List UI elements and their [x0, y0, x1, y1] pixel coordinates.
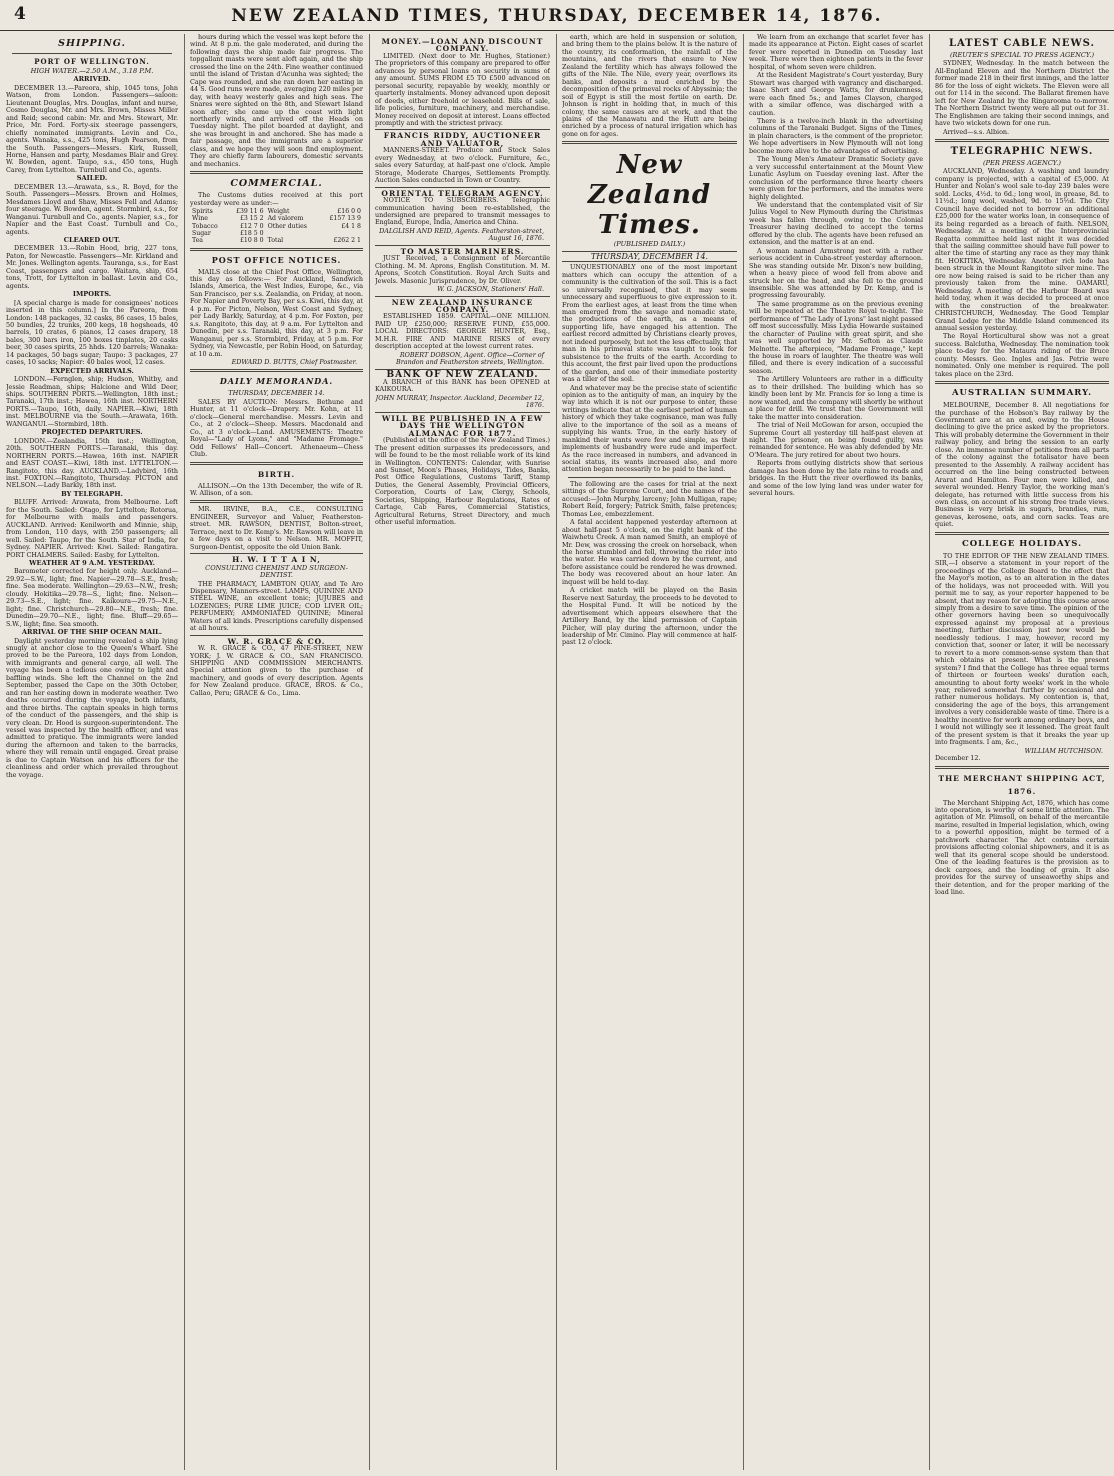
table-cell: Sugar: [192, 229, 211, 237]
signature: WILLIAM HUTCHISON.: [1024, 746, 1103, 755]
mail-text: Daylight yesterday morning revealed a ship lying snugly at anchor close to the Queen's Wharf. She proved to be the Pareora, 102 days from London, with immigrants and general cargo, all well. The voyage has been a tedious one owing to light and baffling winds. She left the Channel on the 2nd September, passed the Cape on the 30th October, and ran her easting down in moderate weather. Two deaths occurred during the voyage, both infants, and three births. The captain speaks in high terms of the conduct of the passengers, and the ship is very clean. Dr. Hood is surgeon-superintendent. The vessel was inspected by the health officer, and was admitted to pratique. The immigrants were landed during the afternoon and taken to the barracks, where they will remain until engaged. Great praise is due to Captain Watson and his officers for the cleanliness and order which prevailed throughout the voyage.: [6, 636, 178, 779]
table-cell: Wine: [192, 215, 208, 223]
article-continuation: hours during which the vessel was kept before the wind. At 8 p.m. the gale moderated, and during the following days the ship made fair progress. The topgallant masts were sent aloft again, and the ship crossed the line on the 24th. Fine weather continued until the island of Tristan d'Acunha was sighted; the Cape was rounded, and she ran down her easting in 44 S. Good runs were made, averaging 220 miles per day, with heavy westerly gales and high seas. The Snares were sighted on the 8th, and Stewart Island soon after; she came up the coast with light northerly winds, and arrived off the Heads on Tuesday night. The pilot boarded at daylight, and she was brought in and anchored. She has made a fair passage, and the immigrants are a superior class, and we hope they will soon find employment. They are chiefly farm labourers, domestic servants and mechanics.: [190, 34, 363, 168]
section-heading: COMMERCIAL.: [230, 178, 323, 190]
projected-text: LONDON.—Zealandia, 15th inst.; Wellington, 20th. SOUTHERN PORTS.—Taranaki, this day. NORTHERN PORTS.—Hawea, 16th inst. NAPIER and EAST COAST.—Kiwi, 18th inst. LYTTELTON.—Rangitoto, this day. AUCKLAND.—Ladybird, 16th inst. FOXTON.—Rangitoto, Thursday. PICTON and NELSON.—Lady Barkly, 18th inst.: [6, 436, 178, 490]
news-paragraph: We learn from an exchange that scarlet fever has made its appearance at Picton. Eight cases of scarlet fever were reported in Dunedin on Tuesday last week. There were then eighteen patients in the fever hospital, of whom seven were children.: [749, 34, 923, 71]
news-paragraph: Reports from outlying districts show that serious damage has been done by the late rains to roads and bridges. In the Hutt the river overflowed its banks, and some of the low lying land was under water for several hours.: [749, 459, 923, 498]
column-rule: [929, 34, 930, 1470]
table-cell: Weight: [267, 208, 290, 216]
leader-paragraph: And whatever may be the precise state of scientific opinion as to the antiquity of man, an inquiry by the way into which it is not our purpose to enter, these writings indicate that at the earliest period of human history of which they take cognisance, man was fully alive to the importance of the soil as a means of supplying his wants. True, in the early history of mankind their wants were few and simple, as their implements of husbandry were rude and imperfect. As the race increased in numbers, and advanced in social status, its wants increased also, and more attention began necessarily to be paid to the land.: [562, 383, 737, 474]
advert-text: JUST Received, a Consignment of Mercantile Clothing. M. M. Aprons, English Constitution. M. M. Aprons, Scotch Constitution. Royal Arch Suits and Jewels. Masonic Jurisprudence, by Dr. Oliver.: [375, 254, 550, 285]
news-paragraph: The following are the cases for trial at the next sittings of the Supreme Court, and the names of the accused:—John Murphy, larceny; John Mulligan, rape; Robert Reid, forgery; Patrick Smith, false pretences; Thomas Lee, embezzlement.: [562, 479, 737, 518]
leader-paragraph: UNQUESTIONABLY one of the most important matters which can occupy the attention of a community is the cultivation of the soil. This is a fact so universally recognised, that it may seem unnecessary and superfluous to give expression to it. From the earliest ages, at least from the time when man emerged from the savage and nomadic state, the productions of the earth, as a means of supporting life, have engaged his attention. The earliest record admitted by Christians clearly proves, not indeed purposely, but not the less effectually, that man in his primeval state was taught to look for subsistence to the fruits of the earth. According to this account, the first pair lived upon the productions of the garden, and one of their immediate posterity was a tiller of the soil.: [562, 263, 737, 384]
table-cell: Ad valorem: [267, 215, 304, 223]
newspaper-nameplate: New Zealand Times.: [587, 150, 712, 241]
table-row: [190, 223, 363, 230]
sports-text: The Royal Horticultural show was not a great success. Balclutha, Wednesday. The nomination took place to-day for the Mataura riding of the Bruce county. Messrs. Geo. Ingles and Jas. Petrie were nominated. Only one member is required. The poll takes place on the 23rd.: [935, 332, 1109, 378]
advert-text: (Published at the office of the New Zealand Times.) The present edition surpasses its predecessors, and will be found to be the most reliable work of its kind in Wellington. CONTENTS: Calendar, with Sunrise and Sunset, Moon's Phases, Holidays, Tides, Banks, Post Office Regulations, Customs Tariff, Stamp Duties, the General Assembly, Provincial Officers, Corporation, Courts of Law, Clergy, Schools, Societies, Shipping, Harbour Regulations, Rates of Cartage, Cab Fares, Commercial Statistics, Agricultural Returns, Street Directory, and much other useful information.: [375, 436, 550, 527]
table-cell: £10 8 0: [239, 237, 264, 245]
signature: DALGLISH AND REID, Agents. Featherston-street, August 16, 1876.: [379, 226, 544, 243]
subheading: CLEARED OUT.: [63, 235, 121, 244]
subheading: SAILED.: [76, 174, 108, 183]
sailed-text: DECEMBER 13.—Arawata, s.s., R. Boyd, for the South. Passengers—Messrs. Brown and Holmes, Mesdames Lloyd and Shaw, Misses Fell and Adams; four steerage. W. Bowden, agent. Stormbird, s.s., for Wanganui. Turnbull and Co., agents. Napier, s.s., for Napier and the East Coast. Turnbull and Co., agents.: [6, 182, 178, 236]
telegram-advert: [375, 187, 550, 243]
memoranda-date: THURSDAY, DECEMBER 14.: [228, 389, 325, 398]
advert-heading: ORIENTAL TELEGRAM AGENCY.: [381, 188, 544, 198]
news-paragraph: The Artillery Volunteers are rather in a difficulty as to their drillshed. The building which has so kindly been lent by Mr. Francis for so long a time is now wanted, and the company will shortly be without a place for drill. We trust that the Government will take the matter into consideration.: [749, 375, 923, 421]
table-cell: £262 2 1: [333, 237, 361, 245]
column-rule: [556, 34, 557, 1470]
advert-text: THE PHARMACY, LAMBTON QUAY, and Te Aro Dispensary, Manners-street. LAMPS, QUININE AND STEEL WINE, an excellent tonic; JUJUBES and LOZENGES; PURE LIME JUICE; COD LIVER OIL; PERFUMERY; AMMONIATED QUININE; Mineral Waters of all kinds. Prescriptions carefully dispensed at all hours.: [190, 579, 363, 633]
column-telegrams: [935, 34, 1109, 1470]
cable-arrived: Arrived—s.s. Albion.: [943, 127, 1010, 136]
table-row: [190, 208, 363, 215]
column-rule: [369, 34, 370, 1470]
news-paragraph: A woman named Armstrong met with a rather serious accident in Cuba-street yesterday afternoon. She was standing outside Mr. Dixon's new building, when a heavy piece of wood fell from above and struck her on the head, and she fell to the ground insensible. She was attended by Dr. Kemp, and is progressing favourably.: [749, 246, 923, 300]
section-heading: COLLEGE HOLIDAYS.: [961, 538, 1083, 549]
insurance-advert: [375, 296, 550, 367]
news-paragraph: At the Resident Magistrate's Court yesterday, Bury Stewart was charged with vagrancy and discharged. Isaac Short and George Watts, for drunkenness, were each fined 5s.; and James Clayson, charged with a similar offence, was discharged with a caution.: [749, 71, 923, 117]
arrivals-text: DECEMBER 13.—Pareora, ship, 1045 tons, John Watson, from London. Passengers—saloon: Lieutenant Douglas, Mrs. Douglas, infant and nurse, Cosmo Douglas, Mr. and Mrs. Brown, Misses Miller and Reid; second cabin: Mr. and Mrs. Stewart, Mr. Price, Mr. Ford. Forty-six steerage passengers, chiefly nominated immigrants. Levin and Co., agents. Wanaka, s.s., 425 tons, Hugh Pearson, from the South. Passengers—Messrs. Kirk, Russell, Horne, Hansen and party, Mesdames Blair and Grey. W. Bowden, agent. Taupo, s.s., 450 tons, Hugh Carey, from Lyttelton. Turnbull and Co., agents.: [6, 83, 178, 174]
high-water-note: HIGH WATER.—2.50 A.M., 3.18 P.M.: [30, 67, 154, 75]
table-cell: Spirits: [192, 208, 213, 216]
section-heading: SHIPPING.: [58, 38, 126, 49]
advert-text: MANNERS-STREET. Produce and Stock Sales every Wednesday, at two o'clock. Furniture, &c., sales every Saturday, at half-past one o'clock. Ample Storage, Moderate Charges, Settlements Promptly. Auction Sales conducted in Town or Country.: [375, 146, 550, 185]
signature: JOHN MURRAY, Inspector. Auckland, December 12, 1876.: [375, 393, 544, 410]
column-commercial: [190, 34, 363, 1470]
birth-notice: ALLISON.—On the 13th December, the wife of R. W. Allison, of a son.: [190, 481, 363, 497]
column-rule: [184, 34, 185, 1470]
dateline: THURSDAY, DECEMBER 14.: [562, 251, 737, 262]
news-paragraph: The trial of Neil McGowan for arson, occupied the Supreme Court all yesterday till half-past eleven at night. The prisoner, on being found guilty, was remanded for sentence. He was ably defended by Mr. O'Meara. The jury retired for about two hours.: [749, 421, 923, 459]
article-text: The Merchant Shipping Act, 1876, which has come into operation, is worthy of some little attention. The agitation of Mr. Plimsoll, on behalf of the mercantile marine, resulted in Imperial legislation, which, owing to a powerful opposition, might be termed of a patchwork character. The Act contains certain provisions affecting colonial shipowners, and it is as well that its general scope should be understood. One of the leading features is the provision as to deck cargoes, and the loading of grain. It also provides for the survey of unseaworthy ships and their detention, and for the proper marking of the load line.: [935, 798, 1109, 896]
column-advertisements: [375, 34, 550, 1470]
column-shipping: [6, 34, 178, 1470]
advert-text: NOTICE TO SUBSCRIBERS. Telegraphic communication having been re-established, the undersigned are prepared to transmit messages to England, Europe, India, America and China.: [375, 196, 550, 227]
cable-text: SYDNEY, Wednesday. In the match between the All-England Eleven and the Northern District the former made 218 in their first innings, and the latter 86 for the loss of eight wickets. The Eleven were all out for 114 in the second. The Ballarat firemen have left for New Zealand by the Ringarooma to-morrow. The Northern District twenty were all put out for 31. The Englishmen are taking their second innings, and have two wickets down for one run.: [935, 59, 1109, 128]
memoranda-text: SALES BY AUCTION: Messrs. Bethune and Hunter, at 11 o'clock—Drapery. Mr. Kohn, at 11 o'clock—General merchandise. Messrs. Levin and Co., at 2 o'clock—Sheep. Messrs. Macdonald and Co., at 3 o'clock—Land. AMUSEMENTS: Theatre Royal—"Lady of Lyons," and "Madame Fromage." Odd Fellows' Hall—Concert. Athenaeum—Chess Club.: [190, 397, 363, 459]
signature: ROBERT DOBSON, Agent. Office—Corner of Brandon and Featherston streets, Wellington.: [396, 350, 544, 367]
table-row: [190, 230, 363, 237]
column-leader: [562, 34, 737, 1470]
column-rule: [743, 34, 744, 1470]
section-heading: TELEGRAPHIC NEWS.: [950, 145, 1094, 157]
table-cell: [266, 230, 320, 237]
masthead: [0, 0, 1114, 31]
news-paragraph: We understand that the contemplated visit of Sir Julius Vogel to New Plymouth during the Christmas week has fallen through, owing to the Colonial Treasurer having declined to accept the terms offered by the club. The agents have been refused an extension, and the matter is at an end.: [749, 200, 923, 247]
subheading: WEATHER AT 9 A.M. YESTERDAY.: [29, 559, 155, 567]
news-paragraph: The Young Men's Amateur Dramatic Society gave a very successful entertainment at the Mount View Lunatic Asylum on Tuesday evening last. After the conclusion of the performance three hearty cheers were given for the performers, and the inmates were highly delighted.: [749, 155, 923, 201]
almanac-advert: [375, 412, 550, 527]
bank-advert: [375, 369, 550, 410]
table-cell: Tea: [192, 237, 203, 245]
weather-text: Barometer corrected for height only. Auckland—29.92—S.W., light; fine. Napier—29.78—S.E., fresh; fine. Sea moderate. Wellington—29.63—N.W., fresh; cloudy. Hokitika—29.78—S., light; fine. Nelson—29.73—S.E., light; fine. Kaikoura—29.75—N.E., light; fine. Christchurch—29.80—N.E., fresh; fine. Dunedin—29.70—N.E., light; fine. Bluff—29.65—S.W., light; fine. Sea smooth.: [6, 567, 178, 628]
signature: EDWARD D. BUTTS, Chief Postmaster.: [231, 357, 357, 366]
advert-text: ESTABLISHED 1859. CAPITAL—ONE MILLION. PAID UP, £250,000; RESERVE FUND, £55,000. LOCAL DIRECTORS: GEORGE HUNTER, Esq., M.H.R. FIRE AND MARINE RISKS of every description accepted at the lowest current rates.: [375, 312, 550, 351]
advert-text: W. R. GRACE & CO., 47 PINE-STREET, NEW YORK; J. W. GRACE & CO., SAN FRANCISCO. SHIPPING AND COMMISSION MERCHANTS. Special attention given to the purchase of machinery, and goods of every description. Agents for New Zealand produce. GRACE, BROS. & Co., Callao, Peru; GRACE & Co., Lima.: [190, 644, 363, 697]
table-cell: £16 0 0: [337, 208, 361, 216]
advert-heading: TO MASTER MARINERS.: [400, 246, 525, 256]
table-row: [190, 215, 363, 222]
table-cell: [319, 230, 363, 237]
news-paragraph: There is a twelve-inch blank in the advertising columns of the Taranaki Budget. Signs of the Times, in plain characters, is the comment of the proprietor. We hope advertisers in New Plymouth will not long become more alive to the advantages of advertising.: [749, 116, 923, 155]
cleared-text: DECEMBER 13.—Robin Hood, brig, 227 tons, Paton, for Newcastle. Passengers—Mr. Kirkland and Mr. Jones. Wellington agents. Tauranga, s.s., for East Coast, passengers and cargo. Waitara, ship, 654 tons, Trott, for Lyttelton in ballast. Levin and Co., agents.: [6, 244, 178, 290]
subheading: IMPORTS.: [72, 290, 112, 299]
telegraphic-text: AUCKLAND, Wednesday. A washing and laundry company is projected, with a capital of £5,000. At Hunter and Nolan's wool sale to-day 239 bales were sold. Locks, 4½d. to 6d.; long wool, in grease, 8d. to 11½d.; long wool, washed, 9d. to 15½d. The City Council have decided not to borrow an additional £25,000 for the water works loan, in consequence of its being regarded as a breach of faith. NELSON, Wednesday. At a meeting of the Interprovincial Regatta committee held last night it was decided that the sailing committee should have full power to alter the time of starting any race as they may think fit. HOKITIKA, Wednesday. Another rich lode has been struck in the Mount Rangitoto silver mine. The ore now being raised is said to be richer than any previously taken from the mine. OAMARU, Wednesday. A meeting of the Harbour Board was held today, when it was decided to proceed at once with the construction of the breakwater. CHRISTCHURCH, Wednesday. The Good Templar Grand Lodge for the Middle Island commenced its annual session yesterday.: [935, 167, 1109, 332]
table-cell: Total: [267, 237, 284, 245]
subheading: EXPECTED ARRIVALS.: [50, 366, 134, 375]
expected-text: LONDON.—Fernglen, ship; Hudson, Whitby, and Jessie Readman, ships; Halcione and Wild Deer, ships. SOUTHERN PORTS.—Wellington, 18th inst.; Taranaki, 17th inst.; Hawea, 16th inst. NORTHERN PORTS.—Taupo, 16th, daily. NAPIER.—Kiwi, 18th inst. MELBOURNE via the South.—Arawata, 16th. WANGANUI.—Stormbird, 18th.: [6, 375, 178, 428]
mariners-advert: [375, 245, 550, 294]
australian-text: MELBOURNE, December 8. All negotiations for the purchase of the Hobson's Bay railway by the Government are at an end, owing to the House declining to give the price asked by the proprietors. This will probably determine the Government in their railway policy, and bring the session to an early close. An immense number of petitions from all parts of the colony against the totalisator have been presented to the Assembly. A railway accident has occurred on the line being constructed between Ararat and Hamilton. Four men were killed, and several wounded. Henry Taylor, the working man's delegate, has returned with little success from his own class, on account of his strong free trade views. Business is very brisk in sugars, brandies, rum, genevas, kerosene, oats, and corn sacks. Teas are quiet.: [935, 401, 1109, 529]
subheading: PORT OF WELLINGTON.: [34, 57, 150, 66]
table-cell: Tobacco: [192, 222, 218, 230]
subheading: ARRIVAL OF THE SHIP OCEAN MAIL.: [21, 628, 163, 637]
telegraph-text: BLUFF. Arrived: Arawata, from Melbourne. Left for the South. Sailed: Otago, for Lyttelton; Rotorua, for Melbourne with mails and passengers. AUCKLAND. Arrived: Kenilworth and Minnie, ship, from London, 110 days, with 250 passengers; all well. Sailed: Taupo, for the South. Star of India, for Sydney. NAPIER. Arrived: Kiwi. Sailed: Rangatira. PORT CHALMERS. Sailed: Easby, for Lyttelton.: [6, 498, 178, 559]
section-heading: DAILY MEMORANDA.: [219, 376, 334, 387]
loan-advert: [375, 36, 550, 127]
table-cell: £39 11 6: [236, 208, 264, 216]
advert-heading: FRANCIS RIDDY, AUCTIONEER AND VALUATOR,: [383, 131, 542, 148]
advert-heading: WILL BE PUBLISHED IN A FEW DAYS THE WELLINGTON ALMANAC FOR 1877.: [381, 413, 544, 438]
advert-text: LIMITED. (Next door to Mr. Hughes, Stationer.) The proprietors of this company are prepared to offer advances by personal loans on security in sums of any amount. SUMS FROM £5 TO £500 advanced on personal security, repayable by weekly, monthly or quarterly instalments. Money advanced upon deposit of deeds, either freehold or leasehold. Bills of sale, life policies, furniture, machinery, and merchandise. Money received on deposit at interest. Loans effected promptly and with the strictest privacy.: [375, 51, 550, 127]
advert-subheading: CONSULTING CHEMIST AND SURGEON-DENTIST.: [205, 563, 348, 580]
table-cell: £3 15 2: [239, 215, 264, 223]
merchant-advert: [190, 635, 363, 698]
advert-heading: BANK OF NEW ZEALAND.: [386, 369, 539, 380]
table-cell: £4 1 8: [341, 222, 361, 230]
advert-heading: W. R. GRACE & CO.: [227, 636, 326, 646]
advert-heading: H. W. I T T A I N,: [232, 555, 321, 565]
section-heading: THE MERCHANT SHIPPING ACT, 1876.: [938, 773, 1106, 796]
section-heading: POST OFFICE NOTICES.: [211, 254, 342, 265]
section-heading: LATEST CABLE NEWS.: [948, 38, 1096, 49]
table-cell: £12 7 0: [239, 222, 264, 230]
post-office-text: MAILS close at the Chief Post Office, Wellington, this day as follows:— For Auckland, Sandwich Islands, America, the West Indies, Europe, &c., via San Francisco, per s.s. Zealandia, on Friday, at noon. For Napier and Poverty Bay, per s.s. Kiwi, this day, at 4 p.m. For Picton, Nelson, West Coast and Sydney, per Lady Barkly, Saturday, at 4 p.m. For Foxton, per s.s. Rangitoto, this day, at 9 a.m. For Lyttelton and Dunedin, per s.s. Taranaki, this day, at 3 p.m. For Wanganui, per s.s. Stormbird, Friday, at 5 p.m. For Sydney, via Newcastle, per Robin Hood, on Saturday, at 10 a.m.: [190, 267, 363, 358]
published-daily: (PUBLISHED DAILY.): [613, 240, 686, 249]
section-heading: AUSTRALIAN SUMMARY.: [951, 388, 1093, 399]
table-cell: Other duties: [267, 222, 307, 230]
table-cell: £157 13 9: [329, 215, 361, 223]
news-paragraph: A fatal accident happened yesterday afternoon at about half-past 5 o'clock, on the right bank of the Waiwhetu Creek. A man named Smith, an employé of Mr. Dew, was crossing the creek on horseback, when the horse stumbled and fell, throwing the rider into the water. He was carried down by the current, and before assistance could be rendered he was drowned. The body was recovered about an hour later. An inquest will be held to-day.: [562, 518, 737, 586]
subheading: ARRIVED.: [73, 75, 111, 84]
commercial-intro: The Customs duties received at this port yesterday were as under:—: [190, 191, 363, 207]
section-subheading: (PER PRESS AGENCY.): [983, 158, 1061, 167]
table-row: [190, 237, 363, 244]
auctioneer-advert: [375, 129, 550, 184]
section-subheading: (REUTER'S SPECIAL TO PRESS AGENCY.): [949, 51, 1095, 59]
advert-text: A BRANCH of this BANK has been OPENED at KAIKOURA.: [375, 378, 550, 394]
news-paragraph: The same programme as on the previous evening will be repeated at the Theatre Royal to-night. The performance of "The Lady of Lyons" last night passed off most successfully. Miss Lydia Howarde sustained the character of Pauline with great spirit, and she was well supported by Mr. Sefton as Claude Melnotte. The afterpiece, "Madame Fromage," kept the house in roars of laughter. The theatre was well filled, and there is every indication of a successful season.: [749, 299, 923, 375]
professional-notices: MR. IRVINE, B.A., C.E., CONSULTING ENGINEER, Surveyor and Valuer, Featherston-street. MR. RAWSON, DENTIST, Bolton-street, Terrace, next to Dr. Kemp's. Mr. Rawson will leave in a few days on a visit to Nelson. MR. MOFFIT, Surgeon-Dentist, opposite the old Union Bank.: [190, 505, 363, 551]
column-local-news: [749, 34, 923, 1470]
imports-text: [A special charge is made for consignees' notices inserted in this column.] In the Pareora, from London: 148 packages, 32 casks, 86 cases, 15 bales, 50 bundles, 22 trunks, 200 kegs, 18 hogsheads, 40 barrels, 10 crates, 6 pianos, 12 cases drapery, 18 bales, 300 bars iron, 100 boxes tinplates, 20 casks beer, 30 cases spirits, 25 hhds. 120 barrels; Wanaka: 14 packages, 50 bags sugar; Taupo: 3 packages, 27 cases, 10 sacks; Napier: 40 bales wool, 12 cases.: [6, 298, 178, 367]
advert-heading: MONEY.—LOAN AND DISCOUNT COMPANY.: [381, 37, 544, 54]
customs-table: [190, 208, 363, 244]
signature: W. G. JACKSON, Stationers' Hall.: [437, 285, 544, 294]
section-heading: BIRTH.: [257, 469, 296, 479]
page-number: 4: [14, 4, 26, 24]
advert-heading: NEW ZEALAND INSURANCE COMPANY.: [391, 297, 534, 314]
subheading: BY TELEGRAPH.: [61, 489, 123, 498]
news-paragraph: A cricket match will be played on the Basin Reserve next Saturday, the proceeds to be devoted to the Hospital Fund. It will be noticed by the advertisement which appears elsewhere that the Artillery Band, by the kind permission of Captain Pilcher, will play during the afternoon, under the leadership of Mr. Cimino. Play will commence at half-past 12 o'clock.: [562, 586, 737, 647]
letter-text: TO THE EDITOR OF THE NEW ZEALAND TIMES. SIR,—I observe a statement in your report of the proceedings of the College Board to the effect that the Mayor's motion, as to an alteration in the dates of the holidays, was not proceeded with. Will you permit me to say, as your reporter happened to be absent, that my reason for adopting this course arose simply from a desire to save time. The opinion of the other governors having been so unequivocally expressed against my proposal at a previous meeting, further discussion just now would be needlessly tedious. I may, however, record my conviction that, sooner or later, it will be necessary to revert to a more common-sense system than that which obtains at present. What is the present system? I find that the College has three equal terms of thirteen or fourteen weeks' duration each, amounting to about forty weeks' work in the whole year, relieved somewhat further by occasional and rather numerous holidays. My contention is, that, considering the age of the boys, this arrangement involves a very considerable waste of time. There is a healthy incentive for work among ordinary boys, and I would not willingly see it lessened. The great fault of the present system is that it breaks the year up into fragments. I am, &c.,: [935, 551, 1109, 747]
newspaper-running-title: NEW ZEALAND TIMES, THURSDAY, DECEMBER 14, 1876.: [231, 6, 883, 26]
subheading: PROJECTED DEPARTURES.: [41, 428, 143, 437]
letter-date: December 12.: [935, 754, 981, 763]
table-cell: £18 5 0: [239, 229, 264, 237]
chemist-advert: [190, 553, 363, 633]
article-continuation: earth, which are held in suspension or solution, and bring them to the plains below. It is the nature of the country, its conformation, the rainfall of the mountains, and the rivers that ensure to New Zealand the fertility which has always followed the gifts of the Nile. The Nile, every year, overflows its banks, and deposits a mud enriched by the decomposition of the primeval rocks of Abyssinia; the soil of Egypt is still the most fertile on earth. Dr. Johnson is right in holding that, in much of this colony, the same causes are at work, and that the plains of the Manawatu and the Hutt are being enriched by a process of natural irrigation which has gone on for ages.: [562, 34, 737, 138]
